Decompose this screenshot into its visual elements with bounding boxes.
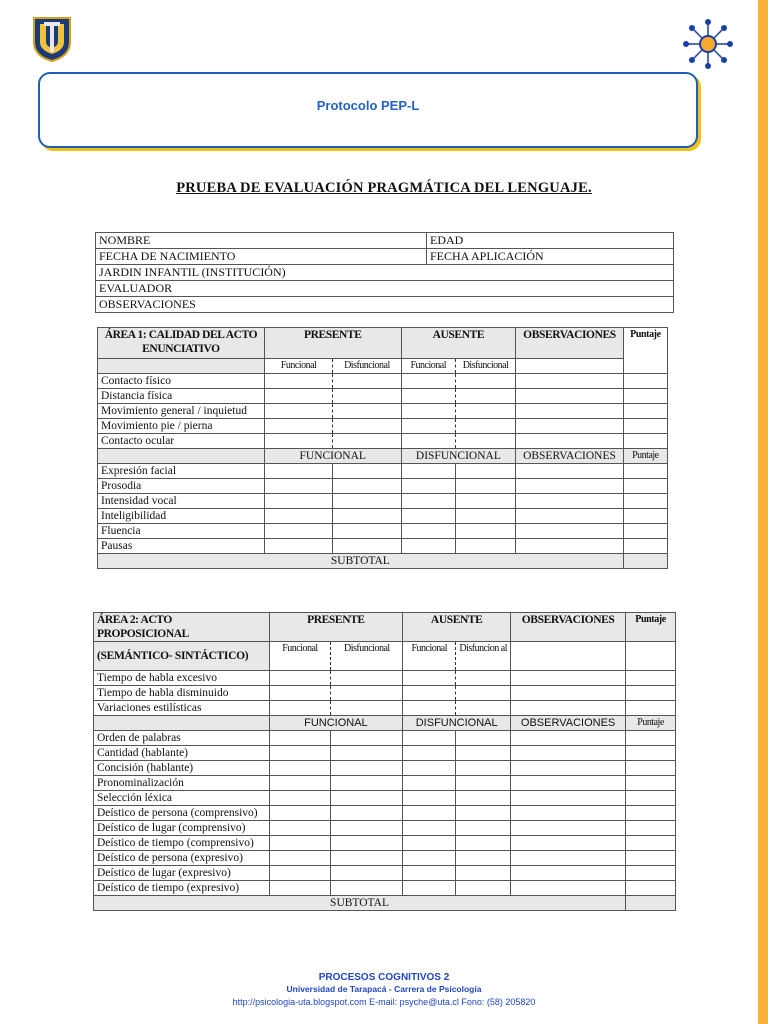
table-row	[98, 509, 668, 524]
answer-cell[interactable]	[511, 806, 626, 821]
answer-cell[interactable]	[456, 791, 511, 806]
answer-cell[interactable]	[333, 434, 401, 449]
answer-cell[interactable]	[264, 389, 332, 404]
answer-cell[interactable]	[511, 686, 626, 701]
row-label: Tiempo de habla disminuido	[94, 686, 270, 701]
area1-ausente: AUSENTE	[401, 328, 516, 359]
answer-cell[interactable]	[456, 776, 511, 791]
answer-cell[interactable]	[403, 791, 456, 806]
table-row	[94, 701, 676, 716]
answer-cell[interactable]	[511, 821, 626, 836]
answer-cell[interactable]	[455, 539, 515, 554]
answer-cell[interactable]	[401, 494, 455, 509]
area2-title: ÁREA 2: ACTO PROPOSICIONAL	[94, 613, 270, 642]
answer-cell[interactable]	[626, 881, 676, 896]
answer-cell[interactable]	[511, 881, 626, 896]
row-label: Tiempo de habla excesivo	[94, 671, 270, 686]
answer-cell[interactable]	[403, 776, 456, 791]
answer-cell[interactable]	[331, 746, 403, 761]
answer-cell[interactable]	[403, 821, 456, 836]
table-row	[98, 419, 668, 434]
answer-cell[interactable]	[516, 524, 624, 539]
table-row	[98, 434, 668, 449]
row-label: Contacto ocular	[98, 434, 265, 449]
table-row	[98, 374, 668, 389]
answer-cell[interactable]	[401, 389, 455, 404]
answer-cell[interactable]	[269, 851, 331, 866]
answer-cell[interactable]	[331, 701, 403, 716]
area2-rows-a	[94, 671, 676, 716]
answer-cell[interactable]	[403, 686, 456, 701]
answer-cell[interactable]	[269, 671, 331, 686]
answer-cell[interactable]	[456, 836, 511, 851]
answer-cell[interactable]	[626, 836, 676, 851]
answer-cell[interactable]	[403, 701, 456, 716]
table-row	[98, 479, 668, 494]
row-label: Distancia física	[98, 389, 265, 404]
answer-cell[interactable]	[269, 701, 331, 716]
field-observaciones: OBSERVACIONES	[96, 297, 674, 313]
answer-cell[interactable]	[626, 851, 676, 866]
area2-ausente: AUSENTE	[403, 613, 511, 642]
answer-cell[interactable]	[333, 389, 401, 404]
table-row	[94, 746, 676, 761]
row-label: Movimiento pie / pierna	[98, 419, 265, 434]
answer-cell[interactable]	[269, 866, 331, 881]
answer-cell[interactable]	[456, 881, 511, 896]
row-label: Deístico de persona (comprensivo)	[94, 806, 270, 821]
table-row	[98, 524, 668, 539]
table-row	[98, 494, 668, 509]
area2-rows-b	[94, 731, 676, 896]
answer-cell[interactable]	[331, 791, 403, 806]
footer-university: Universidad de Tarapacá - Carrera de Psicología	[286, 984, 482, 994]
area2-sec-puntaje: Puntaje	[626, 716, 676, 731]
answer-cell[interactable]	[401, 464, 455, 479]
answer-cell[interactable]	[626, 806, 676, 821]
answer-cell[interactable]	[333, 404, 401, 419]
answer-cell[interactable]	[401, 509, 455, 524]
answer-cell[interactable]	[264, 524, 332, 539]
answer-cell[interactable]	[455, 374, 515, 389]
field-nombre: NOMBRE	[96, 233, 427, 249]
area1-sec-funcional: FUNCIONAL	[264, 449, 401, 464]
answer-cell[interactable]	[623, 509, 667, 524]
area1-observaciones: OBSERVACIONES	[516, 328, 624, 359]
answer-cell[interactable]	[269, 761, 331, 776]
answer-cell[interactable]	[331, 761, 403, 776]
table-row	[94, 806, 676, 821]
answer-cell[interactable]	[516, 419, 624, 434]
area1-rows-b	[98, 464, 668, 554]
row-label: Cantidad (hablante)	[94, 746, 270, 761]
answer-cell[interactable]	[623, 404, 667, 419]
answer-cell[interactable]	[456, 806, 511, 821]
answer-cell[interactable]	[264, 509, 332, 524]
field-fecha-aplicacion: FECHA APLICACIÓN	[427, 249, 674, 265]
answer-cell[interactable]	[516, 539, 624, 554]
row-label: Contacto físico	[98, 374, 265, 389]
answer-cell[interactable]	[331, 836, 403, 851]
answer-cell[interactable]	[516, 479, 624, 494]
area1-ausente-disfuncional: Disfuncional	[455, 359, 515, 374]
answer-cell[interactable]	[269, 806, 331, 821]
field-jardin: JARDIN INFANTIL (INSTITUCIÓN)	[96, 265, 674, 281]
answer-cell[interactable]	[264, 404, 332, 419]
answer-cell[interactable]	[264, 464, 332, 479]
answer-cell[interactable]	[516, 509, 624, 524]
area2-subtotal: SUBTOTAL	[94, 896, 626, 911]
answer-cell[interactable]	[401, 524, 455, 539]
answer-cell[interactable]	[455, 524, 515, 539]
area2-sec-observaciones: OBSERVACIONES	[511, 716, 626, 731]
row-label: Inteligibilidad	[98, 509, 265, 524]
area2-table	[93, 612, 676, 911]
row-label: Deístico de persona (expresivo)	[94, 851, 270, 866]
answer-cell[interactable]	[516, 494, 624, 509]
answer-cell[interactable]	[403, 671, 456, 686]
row-label: Orden de palabras	[94, 731, 270, 746]
answer-cell[interactable]	[455, 464, 515, 479]
answer-cell[interactable]	[456, 851, 511, 866]
answer-cell[interactable]	[623, 374, 667, 389]
answer-cell[interactable]	[623, 419, 667, 434]
answer-cell[interactable]	[401, 539, 455, 554]
area2-observaciones: OBSERVACIONES	[511, 613, 626, 642]
area1-presente-funcional: Funcional	[264, 359, 332, 374]
area2-presente-funcional: Funcional	[269, 642, 331, 671]
answer-cell[interactable]	[455, 509, 515, 524]
answer-cell[interactable]	[401, 479, 455, 494]
row-label: Deístico de tiempo (expresivo)	[94, 881, 270, 896]
answer-cell[interactable]	[623, 389, 667, 404]
answer-cell[interactable]	[456, 761, 511, 776]
answer-cell[interactable]	[456, 731, 511, 746]
area1-puntaje: Puntaje	[623, 328, 667, 374]
answer-cell[interactable]	[269, 731, 331, 746]
row-label: Deístico de lugar (comprensivo)	[94, 821, 270, 836]
answer-cell[interactable]	[626, 686, 676, 701]
table-row	[98, 404, 668, 419]
answer-cell[interactable]	[455, 494, 515, 509]
answer-cell[interactable]	[511, 851, 626, 866]
field-edad: EDAD	[427, 233, 674, 249]
table-row	[94, 851, 676, 866]
answer-cell[interactable]	[401, 404, 455, 419]
row-label: Variaciones estilísticas	[94, 701, 270, 716]
answer-cell[interactable]	[403, 731, 456, 746]
answer-cell[interactable]	[269, 791, 331, 806]
table-row	[94, 791, 676, 806]
table-row	[98, 389, 668, 404]
answer-cell[interactable]	[331, 686, 403, 701]
answer-cell[interactable]	[401, 374, 455, 389]
answer-cell[interactable]	[331, 776, 403, 791]
answer-cell[interactable]	[403, 746, 456, 761]
answer-cell[interactable]	[269, 881, 331, 896]
field-fecha-nacimiento: FECHA DE NACIMIENTO	[96, 249, 427, 265]
table-row	[94, 881, 676, 896]
row-label: Intensidad vocal	[98, 494, 265, 509]
answer-cell[interactable]	[401, 434, 455, 449]
answer-cell[interactable]	[269, 776, 331, 791]
answer-cell[interactable]	[626, 671, 676, 686]
row-label: Selección léxica	[94, 791, 270, 806]
header-box	[38, 72, 698, 148]
answer-cell[interactable]	[269, 686, 331, 701]
table-row	[94, 761, 676, 776]
area1-ausente-funcional: Funcional	[401, 359, 455, 374]
answer-cell[interactable]	[333, 479, 401, 494]
answer-cell[interactable]	[511, 836, 626, 851]
answer-cell[interactable]	[403, 806, 456, 821]
area1-presente-disfuncional: Disfuncional	[333, 359, 401, 374]
answer-cell[interactable]	[331, 881, 403, 896]
area2-subtitle: (SEMÁNTICO- SINTÁCTICO)	[94, 642, 270, 671]
row-label: Movimiento general / inquietud	[98, 404, 265, 419]
answer-cell[interactable]	[456, 866, 511, 881]
answer-cell[interactable]	[264, 374, 332, 389]
area2-ausente-disfuncional: Disfuncion al	[456, 642, 511, 671]
area1-sec-disfuncional: DISFUNCIONAL	[401, 449, 516, 464]
answer-cell[interactable]	[455, 419, 515, 434]
answer-cell[interactable]	[516, 374, 624, 389]
answer-cell[interactable]	[264, 494, 332, 509]
answer-cell[interactable]	[403, 851, 456, 866]
answer-cell[interactable]	[511, 791, 626, 806]
answer-cell[interactable]	[455, 389, 515, 404]
row-label: Fluencia	[98, 524, 265, 539]
answer-cell[interactable]	[455, 404, 515, 419]
answer-cell[interactable]	[333, 509, 401, 524]
area1-presente: PRESENTE	[264, 328, 401, 359]
answer-cell[interactable]	[333, 419, 401, 434]
answer-cell[interactable]	[456, 746, 511, 761]
answer-cell[interactable]	[264, 434, 332, 449]
answer-cell[interactable]	[623, 524, 667, 539]
answer-cell[interactable]	[516, 389, 624, 404]
answer-cell[interactable]	[511, 746, 626, 761]
row-label: Expresión facial	[98, 464, 265, 479]
area2-sec-funcional: FUNCIONAL	[269, 716, 403, 731]
answer-cell[interactable]	[626, 821, 676, 836]
answer-cell[interactable]	[511, 701, 626, 716]
answer-cell[interactable]	[623, 539, 667, 554]
answer-cell[interactable]	[626, 791, 676, 806]
answer-cell[interactable]	[626, 761, 676, 776]
answer-cell[interactable]	[511, 761, 626, 776]
answer-cell[interactable]	[403, 836, 456, 851]
network-icon	[682, 18, 734, 70]
answer-cell[interactable]	[455, 479, 515, 494]
answer-cell[interactable]	[331, 821, 403, 836]
answer-cell[interactable]	[333, 494, 401, 509]
answer-cell[interactable]	[626, 701, 676, 716]
area2-puntaje: Puntaje	[626, 613, 676, 642]
answer-cell[interactable]	[456, 701, 511, 716]
field-evaluador: EVALUADOR	[96, 281, 674, 297]
table-row	[94, 866, 676, 881]
answer-cell[interactable]	[456, 686, 511, 701]
row-label: Deístico de lugar (expresivo)	[94, 866, 270, 881]
answer-cell[interactable]	[623, 464, 667, 479]
answer-cell[interactable]	[623, 434, 667, 449]
answer-cell[interactable]	[626, 731, 676, 746]
answer-cell[interactable]	[456, 821, 511, 836]
answer-cell[interactable]	[403, 761, 456, 776]
answer-cell[interactable]	[269, 821, 331, 836]
table-row	[98, 539, 668, 554]
table-row	[94, 686, 676, 701]
answer-cell[interactable]	[264, 479, 332, 494]
table-row	[98, 464, 668, 479]
answer-cell[interactable]	[333, 524, 401, 539]
answer-cell[interactable]	[331, 806, 403, 821]
row-label: Pronominalización	[94, 776, 270, 791]
footer-contact: http://psicologia-uta.blogspot.com E-mail: psyche@uta.cl Fono: (58) 205820	[232, 997, 536, 1007]
answer-cell[interactable]	[264, 539, 332, 554]
answer-cell[interactable]	[333, 539, 401, 554]
answer-cell[interactable]	[331, 731, 403, 746]
answer-cell[interactable]	[331, 671, 403, 686]
answer-cell[interactable]	[455, 434, 515, 449]
answer-cell[interactable]	[511, 731, 626, 746]
table-row	[94, 821, 676, 836]
area2-presente: PRESENTE	[269, 613, 403, 642]
answer-cell[interactable]	[333, 464, 401, 479]
table-row	[94, 776, 676, 791]
answer-cell[interactable]	[626, 776, 676, 791]
row-label: Deístico de tiempo (comprensivo)	[94, 836, 270, 851]
area1-title: ÁREA 1: CALIDAD DEL ACTO ENUNCIATIVO	[98, 328, 265, 359]
answer-cell[interactable]	[516, 404, 624, 419]
area1-subtotal: SUBTOTAL	[98, 554, 624, 569]
table-row	[94, 671, 676, 686]
answer-cell[interactable]	[511, 671, 626, 686]
answer-cell[interactable]	[626, 746, 676, 761]
document-title: PRUEBA DE EVALUACIÓN PRAGMÁTICA DEL LENGUAJE.	[176, 180, 592, 196]
answer-cell[interactable]	[401, 419, 455, 434]
answer-cell[interactable]	[269, 746, 331, 761]
university-logo	[32, 16, 72, 62]
answer-cell[interactable]	[511, 866, 626, 881]
area2-sec-disfuncional: DISFUNCIONAL	[403, 716, 511, 731]
right-accent-bar	[758, 0, 768, 1024]
answer-cell[interactable]	[626, 866, 676, 881]
row-label: Concisión (hablante)	[94, 761, 270, 776]
area1-sec-observaciones: OBSERVACIONES	[516, 449, 624, 464]
area1-sec-puntaje: Puntaje	[623, 449, 667, 464]
info-table	[95, 232, 674, 313]
answer-cell[interactable]	[331, 866, 403, 881]
answer-cell[interactable]	[516, 464, 624, 479]
table-row	[94, 836, 676, 851]
answer-cell[interactable]	[403, 881, 456, 896]
answer-cell[interactable]	[333, 374, 401, 389]
answer-cell[interactable]	[511, 776, 626, 791]
answer-cell[interactable]	[269, 836, 331, 851]
answer-cell[interactable]	[623, 479, 667, 494]
table-row	[94, 731, 676, 746]
row-label: Prosodia	[98, 479, 265, 494]
area2-ausente-funcional: Funcional	[403, 642, 456, 671]
row-label: Pausas	[98, 539, 265, 554]
answer-cell[interactable]	[623, 494, 667, 509]
answer-cell[interactable]	[264, 419, 332, 434]
answer-cell[interactable]	[516, 434, 624, 449]
answer-cell[interactable]	[456, 671, 511, 686]
answer-cell[interactable]	[403, 866, 456, 881]
footer-course: PROCESOS COGNITIVOS 2	[318, 972, 450, 983]
header-title: Protocolo PEP-L	[316, 98, 420, 113]
area2-presente-disfuncional: Disfuncional	[331, 642, 403, 671]
answer-cell[interactable]	[331, 851, 403, 866]
area1-rows-a	[98, 374, 668, 449]
area1-table	[97, 327, 668, 569]
